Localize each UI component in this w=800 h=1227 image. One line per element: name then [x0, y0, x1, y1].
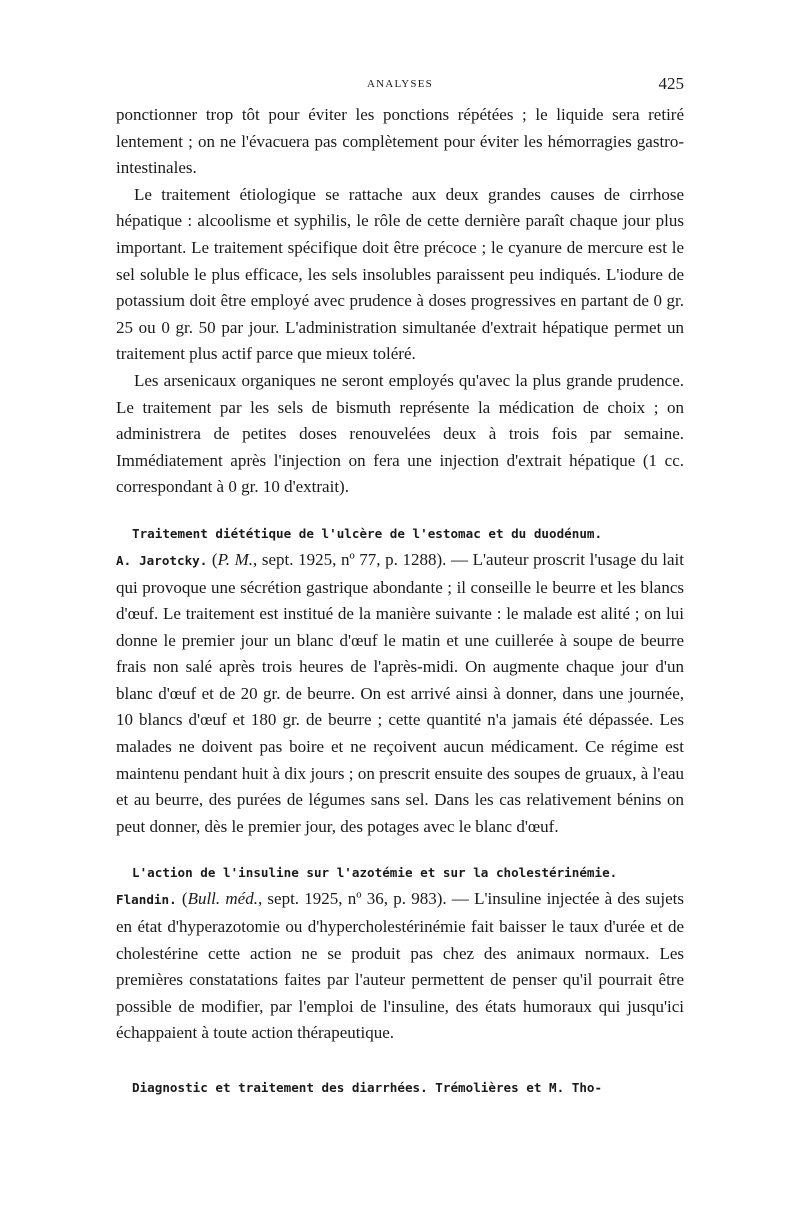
citation-open: (: [211, 549, 218, 569]
abstract-text: — L'auteur proscrit l'usage du lait qui provoque une sécrétion gastrique abondante ; il conseille le beurre et les blancs d'œuf. Le traitement est institué de la manière suivante : le malade est alité ; on lui donne le premier jour un blanc d'œuf le matin et une cuillerée à soupe de beurre frais non salé après trois heures de l'après-midi. On augmente chaque jour d'un blanc d'œuf et de 20 gr. de beurre. On est arrivé ainsi à donner, dans une journée, 10 blancs d'œuf et 180 gr. de beurre ; cette quantité n'a jamais été dépassée. Les malades ne doivent pas boire et ne reçoivent aucun médicament. Ce régime est maintenu pendant huit à dix jours ; on prescrit ensuite des soupes de gruaux, à l'eau et au beurre, des purées de légumes sans sel. Dans les cas relativement bénins on peut donner, dès le premier jour, des potages avec le blanc d'œuf.: [116, 549, 685, 836]
abstract-body: [116, 547, 684, 841]
citation-details: , sept. 1925, nº 36, p. 983).: [257, 889, 447, 909]
abstract-title: Traitement diététique de l'ulcère de l'estomac et du duodénum.: [132, 525, 603, 541]
citation-open: (: [181, 889, 188, 909]
citation-details: , sept. 1925, nº 77, p. 1288).: [253, 549, 447, 569]
continuation-text: [116, 102, 684, 501]
paragraph: Les arsenicaux organiques ne seront employés qu'avec la plus grande prudence. Le traitement par les sels de bismuth représente la médication de choix ; on administrera de petites doses renouvelées deux à trois fois par semaine. Immédiatement après l'injection on fera une injection d'extrait hépatique (1 cc. correspondant à 0 gr. 10 d'extrait).: [116, 370, 684, 497]
paragraph: Le traitement étiologique se rattache aux deux grandes causes de cirrhose hépatique : alcoolisme et syphilis, le rôle de cette dernière paraît chaque jour plus important. Le traitement spécifique doit être précoce ; le cyanure de mercure est le sel soluble le plus efficace, les sels insolubles paraissent peu indiqués. L'iodure de potassium doit être employé avec prudence à doses progressives en partant de 0 gr. 25 ou 0 gr. 50 par jour. L'administration simultanée d'extrait hépatique permet un traitement plus actif parce que mieux toléré.: [116, 184, 684, 364]
abstract-insuline: [116, 860, 684, 1047]
abstract-ulcere: [116, 521, 684, 841]
paragraph: ponctionner trop tôt pour éviter les ponctions répétées ; le liquide sera retiré lentement ; on ne l'évacuera pas complètement pour éviter les hémorragies gastro-intestinales.: [116, 105, 684, 178]
journal-name: Bull. méd.: [187, 889, 258, 909]
running-header-title: ANALYSES: [367, 78, 433, 90]
abstract-title-diarrhees: Diagnostic et traitement des diarrhées. Trémolières et M. Tho-: [132, 1080, 603, 1095]
page-number: 425: [658, 74, 684, 93]
journal-name: P. M.: [217, 549, 254, 569]
abstract-author: A. Jarotcky.: [116, 552, 208, 568]
page: [116, 72, 684, 1101]
abstract-text: — L'insuline injectée à des sujets en état d'hyperazotomie ou d'hypercholestérinémie fait baisser le taux d'urée et de cholestérine cette action ne se produit pas chez des animaux normaux. Les premières constatations faites par l'auteur permettent de penser qu'il pourrait être possible de modifier, par l'emploi de l'insuline, des états humoraux qui jusqu'ici échappaient à toute action thérapeutique.: [116, 889, 685, 1043]
running-header: [116, 72, 684, 96]
abstract-title: L'action de l'insuline sur l'azotémie et sur la cholestérinémie.: [132, 865, 618, 881]
abstract-body: [116, 886, 684, 1047]
abstract-author: Flandin.: [116, 892, 177, 908]
